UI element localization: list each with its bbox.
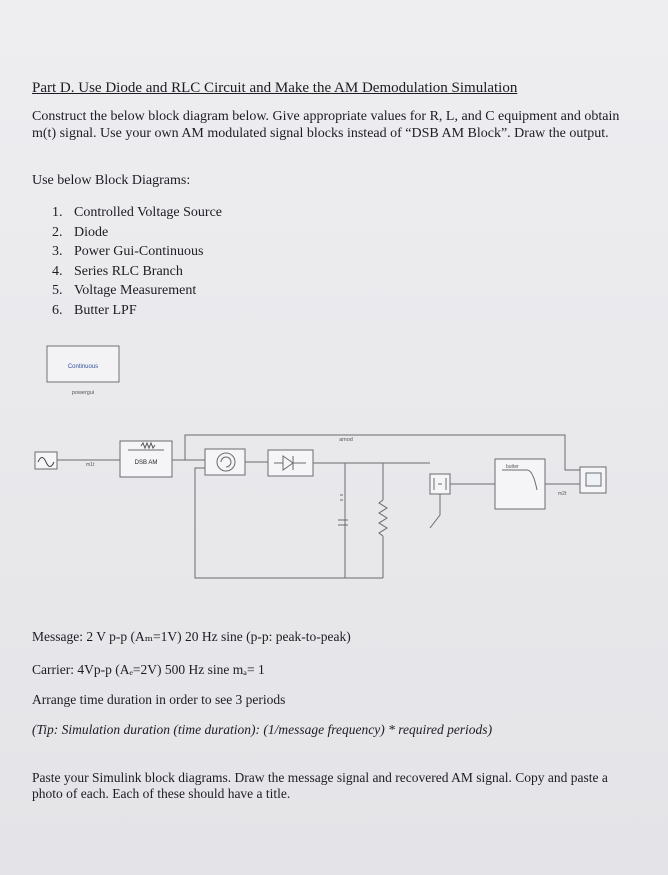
dsb-am-label: DSB AM <box>134 460 158 466</box>
source-caption: m1t <box>86 462 95 468</box>
butter-lpf-block <box>495 459 545 509</box>
list-item: 3. Power Gui-Continuous <box>52 244 204 259</box>
powergui-caption: powergui <box>71 390 95 396</box>
duration-instruction: Arrange time duration in order to see 3 periods <box>32 692 286 707</box>
section-heading: Part D. Use Diode and RLC Circuit and Make the AM Demodulation Simulation <box>32 80 518 96</box>
paste-instruction: Paste your Simulink block diagrams. Draw the message signal and recovered AM signal. Copy and paste a photo of each. Each of these should have a title. <box>32 770 608 801</box>
scope-block <box>580 467 606 493</box>
diode-block <box>268 450 313 476</box>
powergui-block <box>47 346 119 396</box>
powergui-label: Continuous <box>67 364 99 370</box>
tip-text: (Tip: Simulation duration (time duration): (1/message frequency) * required periods) <box>32 722 493 737</box>
list-item: 2. Diode <box>52 224 109 240</box>
list-item: 1. Controlled Voltage Source <box>52 205 223 220</box>
list-title: Use below Block Diagrams: <box>32 173 191 188</box>
series-rlc-branch <box>338 463 348 578</box>
controlled-voltage-source <box>205 449 245 475</box>
m2-caption: m2t <box>558 491 567 497</box>
intro-paragraph: Construct the below block diagram below. Give appropriate values for R, L, and C equipment and obtain m(t) signal. Use your own AM modulated signal blocks instead of “DSB AM Block”. Draw the output. <box>32 109 620 141</box>
voltage-measurement <box>379 463 387 578</box>
list-item: 5. Voltage Measurement <box>52 283 197 298</box>
measurement-block <box>430 474 450 494</box>
list-item: 6. Butter LPF <box>52 302 137 318</box>
list-item: 4. Series RLC Branch <box>52 263 183 279</box>
amod-label: amod <box>339 437 353 443</box>
dsb-am-block <box>120 441 172 477</box>
message-spec: Message: 2 V p-p (Aₘ=1V) 20 Hz sine (p-p: peak-to-peak) <box>32 629 351 644</box>
butter-label: butter <box>506 464 519 470</box>
carrier-spec: Carrier: 4Vp-p (Aₑ=2V) 500 Hz sine mₐ= 1 <box>32 662 265 677</box>
